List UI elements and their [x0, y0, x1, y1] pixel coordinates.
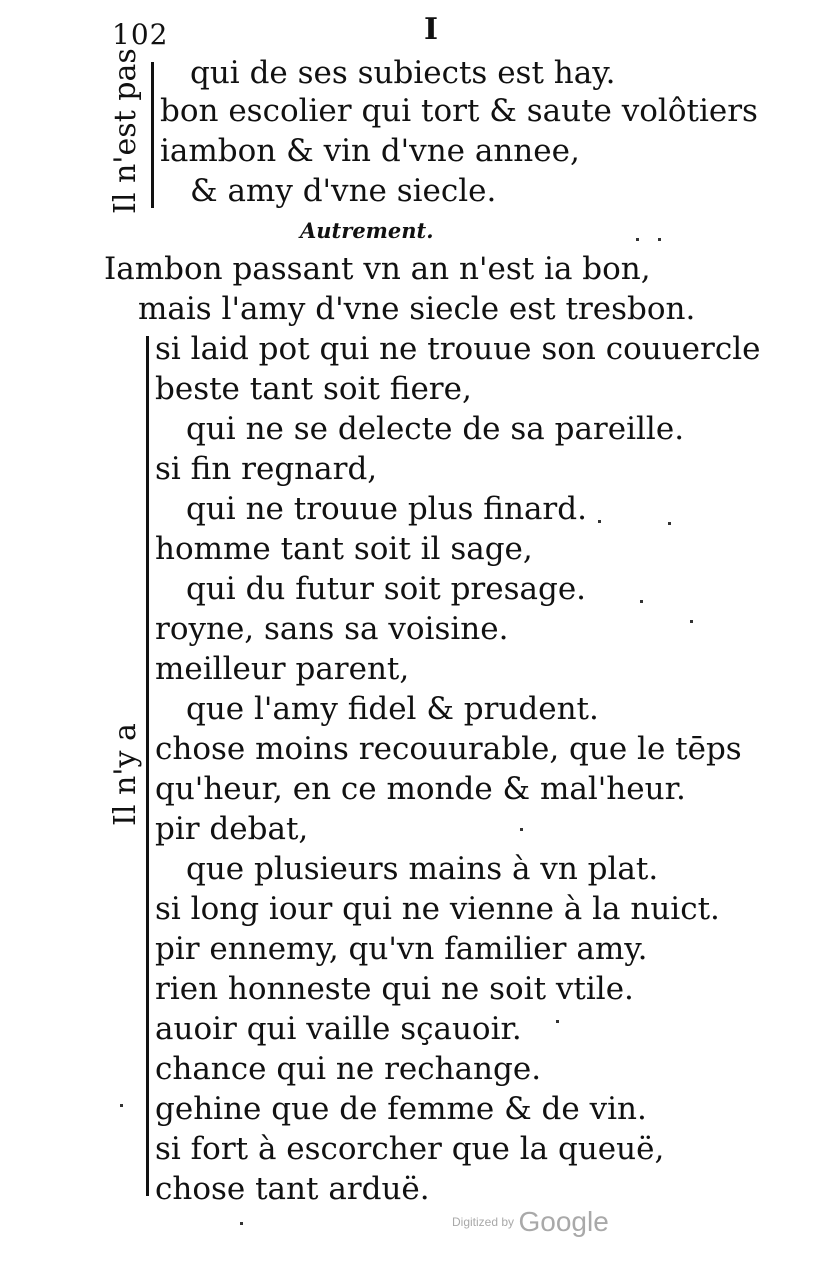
text-line: homme tant soit il sage,	[155, 531, 533, 567]
watermark-prefix: Digitized by	[452, 1215, 515, 1229]
text-line: beste tant soit fiere,	[155, 371, 472, 407]
bracket-rule-1	[151, 62, 154, 208]
text-line: que plusieurs mains à vn plat.	[186, 851, 659, 887]
text-line: mais l'amy d'vne siecle est tresbon.	[138, 291, 696, 327]
text-line: meilleur parent,	[155, 651, 410, 687]
text-line: qui du futur soit presage.	[186, 571, 587, 607]
text-line: que l'amy fidel & prudent.	[186, 691, 599, 727]
scan-speck	[556, 1020, 559, 1023]
text-line: qu'heur, en ce monde & mal'heur.	[155, 771, 686, 807]
text-line: pir ennemy, qu'vn familier amy.	[155, 931, 648, 967]
digitized-watermark	[452, 1206, 609, 1238]
scan-speck	[520, 828, 523, 831]
text-line: iambon & vin d'vne annee,	[160, 133, 580, 169]
scan-speck	[120, 1104, 123, 1107]
scan-speck	[240, 1222, 243, 1225]
scan-speck	[690, 620, 693, 623]
text-line: si long iour qui ne vienne à la nuict.	[155, 891, 720, 927]
side-label-il-nest-pas: Il n'est pas	[108, 48, 143, 214]
text-line: qui ne se delecte de sa pareille.	[186, 411, 685, 447]
text-line: qui ne trouue plus finard.	[186, 491, 587, 527]
text-line: Iambon passant vn an n'est ia bon,	[104, 251, 651, 287]
text-line: royne, sans sa voisine.	[155, 611, 509, 647]
scan-speck	[640, 600, 643, 603]
text-line: bon escolier qui tort & saute volôtiers	[160, 93, 758, 129]
google-logo: Google	[518, 1206, 609, 1237]
text-line: chance qui ne rechange.	[155, 1051, 542, 1087]
signature-mark: I	[424, 12, 439, 47]
text-line: gehine que de femme & de vin.	[155, 1091, 647, 1127]
scan-speck	[668, 522, 671, 525]
text-line: auoir qui vaille sçauoir.	[155, 1011, 522, 1047]
side-label-il-ny-a: Il n'y a	[108, 723, 143, 826]
text-line: rien honneste qui ne soit vtile.	[155, 971, 634, 1007]
page-number: 102	[112, 18, 169, 51]
text-line: si fin regnard,	[155, 451, 378, 487]
text-line: chose moins recouurable, que le tēps	[155, 731, 742, 767]
text-line: qui de ses subiects est hay.	[190, 55, 616, 91]
subheading: Autrement.	[300, 218, 434, 243]
text-line: si fort à escorcher que la queuë,	[155, 1131, 665, 1167]
scan-speck	[598, 520, 601, 523]
text-line: chose tant arduë.	[155, 1171, 430, 1207]
scan-speck	[658, 238, 661, 241]
text-line: & amy d'vne siecle.	[190, 173, 497, 209]
bracket-rule-2	[146, 336, 149, 1196]
text-line: si laid pot qui ne trouue son couuercle	[155, 331, 761, 367]
text-line: pir debat,	[155, 811, 309, 847]
scan-speck	[636, 238, 639, 241]
